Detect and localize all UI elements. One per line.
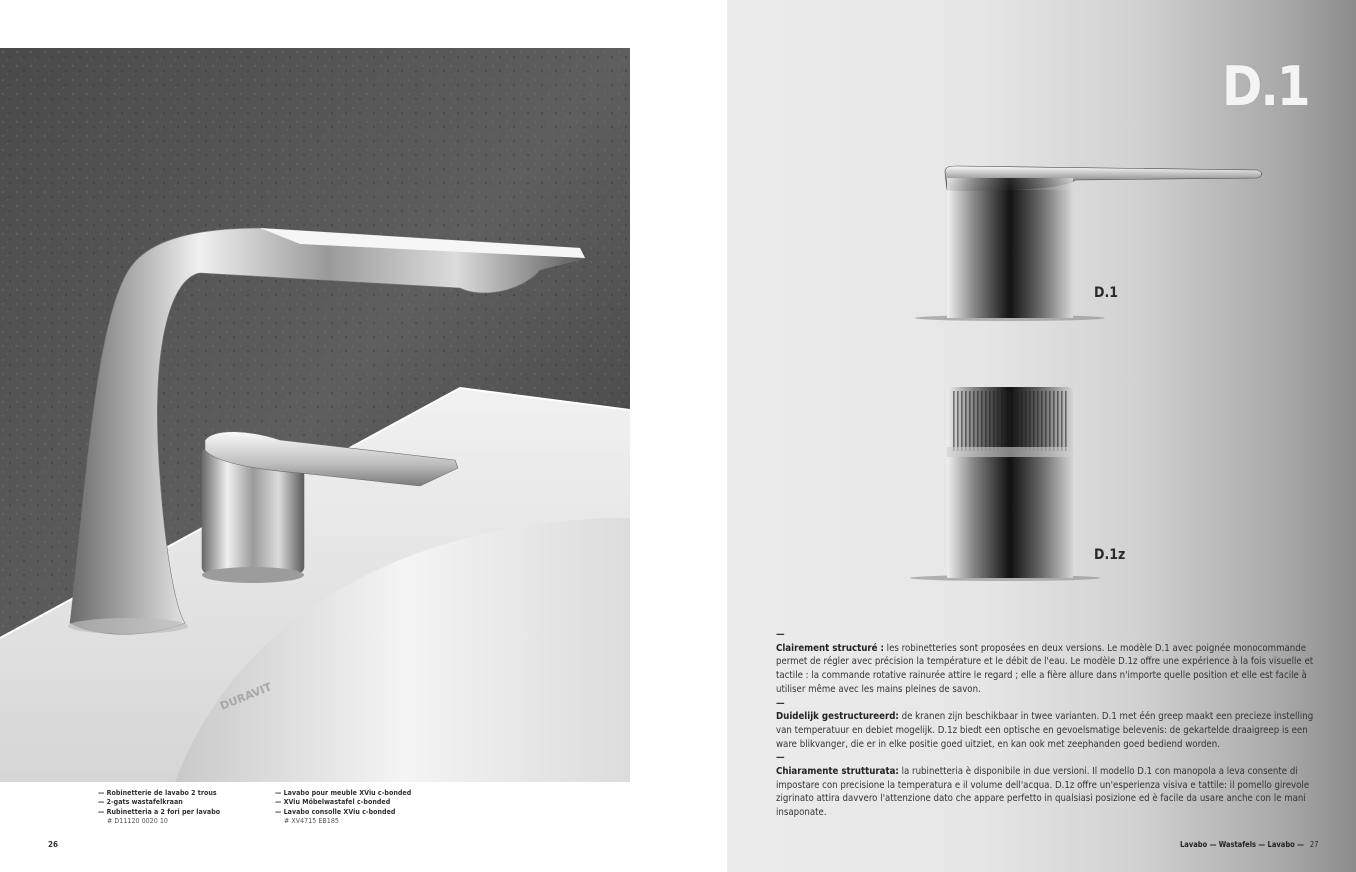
d1z-knurled-knob-image bbox=[905, 385, 1105, 585]
caption-ref: # D11120 0020 10 bbox=[107, 816, 168, 825]
paragraph-body: de kranen zijn beschikbaar in twee varianten. D.1 met één greep maakt een precieze instelling van temperatuur en debiet mogelijk. D.1z biedt een optische en gevoelsmatige belevenis: de gekartelde draaigreep is een ware blikvanger, die er in elke positie goed uitziet, en kan ook met zeephanden goed bediend worden. bbox=[776, 711, 1314, 750]
paragraph-heading: Duidelijk gestructureerd: bbox=[776, 711, 899, 723]
caption-line: — XViu Möbelwastafel c-bonded bbox=[275, 798, 391, 807]
separator-dash: — bbox=[776, 629, 785, 640]
product-label-d1z: D.1z bbox=[1094, 547, 1126, 563]
footer-section-label: Lavabo — Wastafels — Lavabo — bbox=[1180, 840, 1304, 849]
caption-faucet bbox=[98, 789, 220, 826]
paragraph-body: la rubinetteria è disponibile in due versioni. Il modello D.1 con manopola a leva consente di impostare con precisione la temperatura e il volume dell'acqua. D.1z offre un'esperienza visiva e tattile: il pomello girevole zigrinato attira davvero l'attenzione dato che appare perfetto in qualsiasi posizione ed è facile da usare anche con le mani insaponate. bbox=[776, 765, 1310, 819]
caption-line: — Robinetterie de lavabo 2 trous bbox=[98, 789, 217, 797]
product-photo-faucet-on-basin bbox=[0, 48, 630, 782]
page-number-left: 26 bbox=[48, 840, 59, 849]
paragraph-dutch bbox=[776, 710, 1316, 751]
caption-line: — Rubinetteria a 2 fori per lavabo bbox=[98, 807, 221, 816]
paragraph-french bbox=[776, 642, 1316, 697]
paragraph-heading: Clairement structuré : bbox=[776, 642, 884, 654]
basin-brand-logo: DURAVIT bbox=[218, 680, 274, 713]
caption-line: — 2-gats wastafelkraan bbox=[98, 798, 183, 807]
caption-ref: # XV4715 EB185 bbox=[284, 816, 339, 825]
product-label-d1: D.1 bbox=[1094, 285, 1119, 301]
page-number-right: 27 bbox=[1309, 840, 1319, 849]
caption-line: — Lavabo pour meuble XViu c-bonded bbox=[275, 789, 412, 797]
separator-dash: — bbox=[776, 752, 785, 764]
caption-line: — Lavabo consolle XViu c-bonded bbox=[275, 807, 396, 816]
footer-right bbox=[1180, 840, 1318, 849]
paragraph-italian bbox=[776, 765, 1316, 820]
paragraph-heading: Chiaramente strutturata: bbox=[776, 765, 899, 777]
description-text bbox=[776, 628, 1316, 820]
paragraph-body: les robinetteries sont proposées en deux versions. Le modèle D.1 avec poignée monocommande permet de régler avec précision la température et le débit de l'eau. Le modèle D.1z offre une expérience à la fois visuelle et tactile : la commande rotative rainurée attire le regard ; elle a fière allure dans n'importe quelle position et elle est facile à utiliser même avec les mains pleines de savon. bbox=[776, 642, 1314, 695]
d1-lever-handle-image bbox=[905, 160, 1275, 325]
series-title: D.1 bbox=[1222, 55, 1309, 118]
separator-dash: — bbox=[776, 697, 785, 709]
caption-basin bbox=[275, 789, 411, 826]
